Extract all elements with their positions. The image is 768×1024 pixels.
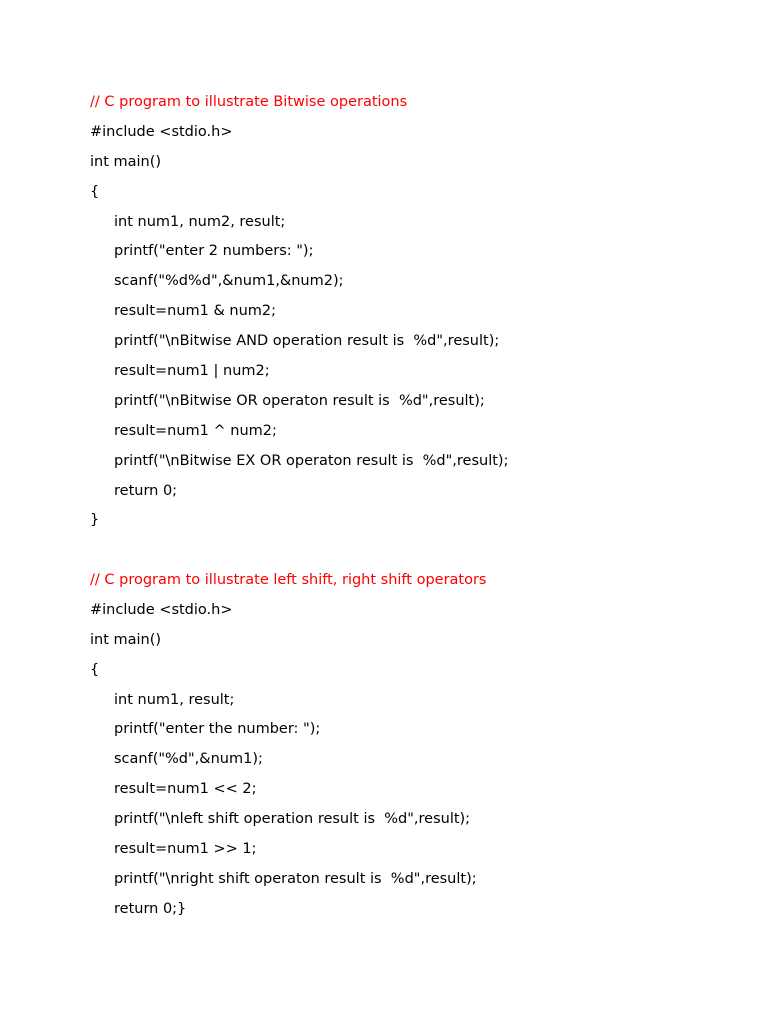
code-line: #include <stdio.h> bbox=[90, 123, 233, 140]
code-line: printf("enter the number: "); bbox=[114, 721, 321, 738]
code-line: printf("\nBitwise EX OR operaton result is %d",result); bbox=[114, 452, 509, 469]
code-line: result=num1 ^ num2; bbox=[114, 422, 277, 439]
code-line: scanf("%d",&num1); bbox=[114, 751, 263, 768]
code-line: result=num1 << 2; bbox=[114, 781, 257, 798]
code-line: printf("enter 2 numbers: "); bbox=[114, 243, 314, 260]
code-line: scanf("%d%d",&num1,&num2); bbox=[114, 273, 344, 290]
code-comment: // C program to illustrate left shift, right shift operators bbox=[90, 572, 487, 588]
code-line: } bbox=[90, 512, 100, 529]
code-line: int main() bbox=[90, 153, 162, 170]
code-line: { bbox=[90, 183, 100, 200]
code-block-bitwise bbox=[90, 90, 508, 538]
code-block-shift bbox=[90, 568, 487, 927]
code-line: int main() bbox=[90, 631, 162, 648]
code-comment: // C program to illustrate Bitwise operations bbox=[90, 94, 408, 110]
code-line: return 0;} bbox=[114, 900, 187, 917]
code-line: result=num1 | num2; bbox=[114, 363, 270, 380]
code-line: return 0; bbox=[114, 482, 178, 499]
code-line: { bbox=[90, 661, 100, 678]
code-line: int num1, num2, result; bbox=[114, 213, 286, 230]
code-line: printf("\nBitwise AND operation result is %d",result); bbox=[114, 333, 500, 350]
code-line: printf("\nBitwise OR operaton result is %d",result); bbox=[114, 392, 485, 409]
code-line: result=num1 >> 1; bbox=[114, 841, 257, 858]
code-line: printf("\nleft shift operation result is %d",result); bbox=[114, 811, 471, 828]
code-line: result=num1 & num2; bbox=[114, 303, 277, 320]
code-line: printf("\nright shift operaton result is %d",result); bbox=[114, 870, 477, 887]
code-line: #include <stdio.h> bbox=[90, 601, 233, 618]
code-line: int num1, result; bbox=[114, 691, 235, 708]
